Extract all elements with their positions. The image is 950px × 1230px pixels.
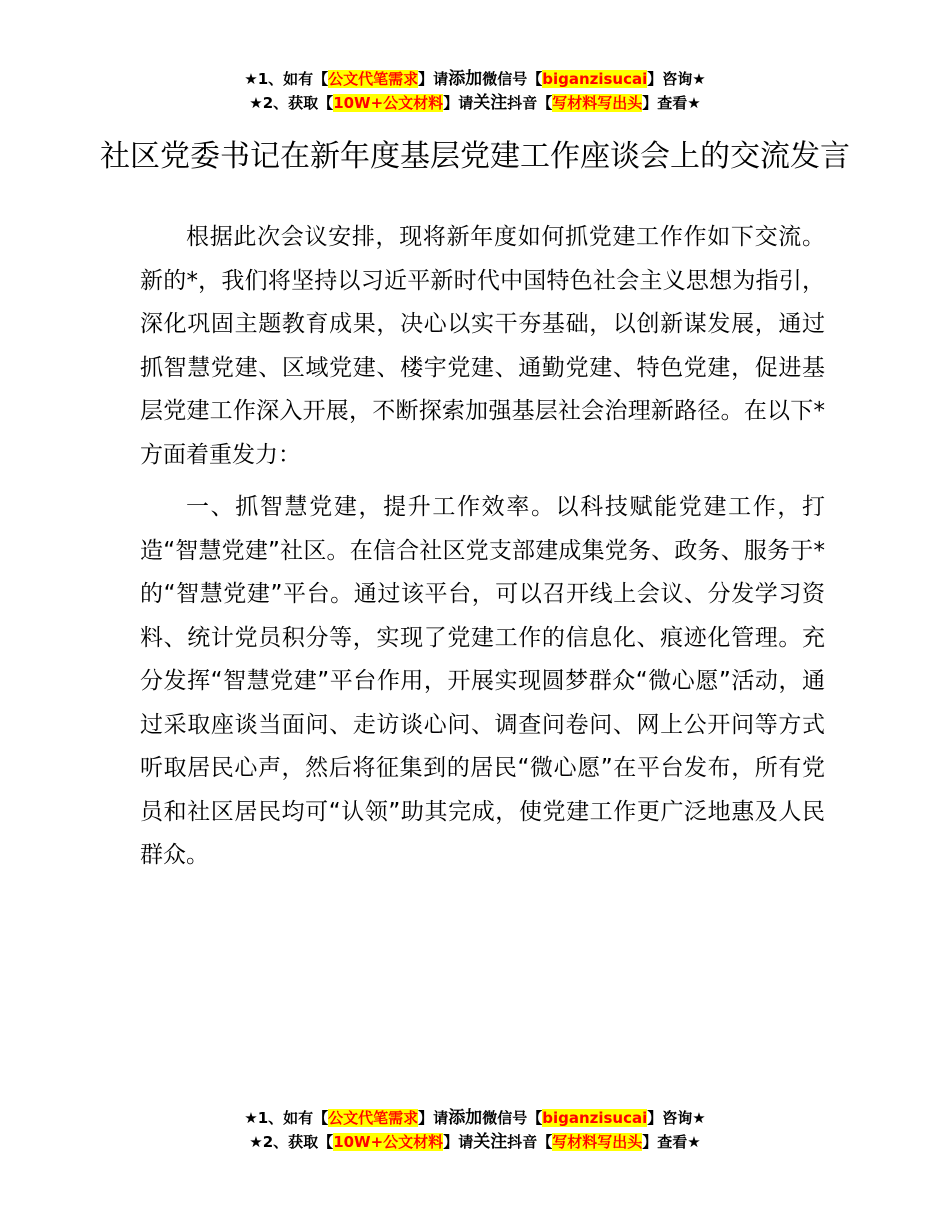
- banner-highlight: 10W+公文材料: [333, 94, 444, 112]
- banner-text: ★2、获取【: [249, 94, 334, 112]
- banner-douyin-id: 写材料写出头: [552, 94, 643, 112]
- banner-wechat-id: biganzisucai: [542, 1109, 648, 1127]
- paragraph: 一、抓智慧党建，提升工作效率。以科技赋能党建工作，打造“智慧党建”社区。在信合社区党支部建成集党务、政务、服务于*的“智慧党建”平台。通过该平台，可以召开线上会议、分发学习资料、统计党员积分等，实现了党建工作的信息化、痕迹化管理。充分发挥“智慧党建”平台作用，开展实现圆梦群众“微心愿”活动，通过采取座谈当面问、走访谈心问、调查问卷问、网上公开问等方式听取居民心声，然后将征集到的居民“微心愿”在平台发布，所有党员和社区居民均可“认领”助其完成，使党建工作更广泛地惠及人民群众。: [140, 494, 825, 868]
- banner-emphasis: 添加: [448, 69, 483, 89]
- banner-wechat-id: biganzisucai: [542, 70, 648, 88]
- banner-highlight: 公文代笔需求: [328, 1109, 419, 1127]
- banner-text: 抖音【: [507, 94, 553, 112]
- banner-text: 】查看★: [642, 94, 701, 112]
- footer-banner: [0, 1106, 950, 1154]
- banner-text: 】请: [418, 1109, 449, 1127]
- banner-text: 】查看★: [642, 1133, 701, 1151]
- banner-highlight: 公文代笔需求: [328, 70, 419, 88]
- banner-text: 抖音【: [507, 1133, 553, 1151]
- document-title: 社区党委书记在新年度基层党建工作座谈会上的交流发言: [100, 139, 850, 175]
- banner-line-2: [0, 1130, 950, 1154]
- banner-text: 】请: [443, 94, 474, 112]
- document-body: [140, 216, 825, 887]
- banner-text: ★1、如有【: [244, 70, 329, 88]
- banner-line-1: [0, 67, 950, 91]
- banner-text: 】请: [443, 1133, 474, 1151]
- header-banner: [0, 67, 950, 115]
- banner-text: ★2、获取【: [249, 1133, 334, 1151]
- paragraph: 根据此次会议安排，现将新年度如何抓党建工作作如下交流。新的*，我们将坚持以习近平新时代中国特色社会主义思想为指引，深化巩固主题教育成果，决心以实干夯基础，以创新谋发展，通过抓智慧党建、区域党建、楼宇党建、通勤党建、特色党建，促进基层党建工作深入开展，不断探索加强基层社会治理新路径。在以下*方面着重发力：: [140, 224, 825, 468]
- banner-text: ★1、如有【: [244, 1109, 329, 1127]
- banner-line-1: [0, 1106, 950, 1130]
- banner-line-2: [0, 91, 950, 115]
- banner-text: 】请: [418, 70, 449, 88]
- banner-text: 微信号【: [482, 70, 543, 88]
- banner-emphasis: 关注: [473, 1132, 508, 1152]
- banner-text: 微信号【: [482, 1109, 543, 1127]
- banner-text: 】咨询★: [647, 1109, 706, 1127]
- banner-highlight: 10W+公文材料: [333, 1133, 444, 1151]
- banner-emphasis: 关注: [473, 93, 508, 113]
- banner-douyin-id: 写材料写出头: [552, 1133, 643, 1151]
- banner-text: 】咨询★: [647, 70, 706, 88]
- banner-emphasis: 添加: [448, 1108, 483, 1128]
